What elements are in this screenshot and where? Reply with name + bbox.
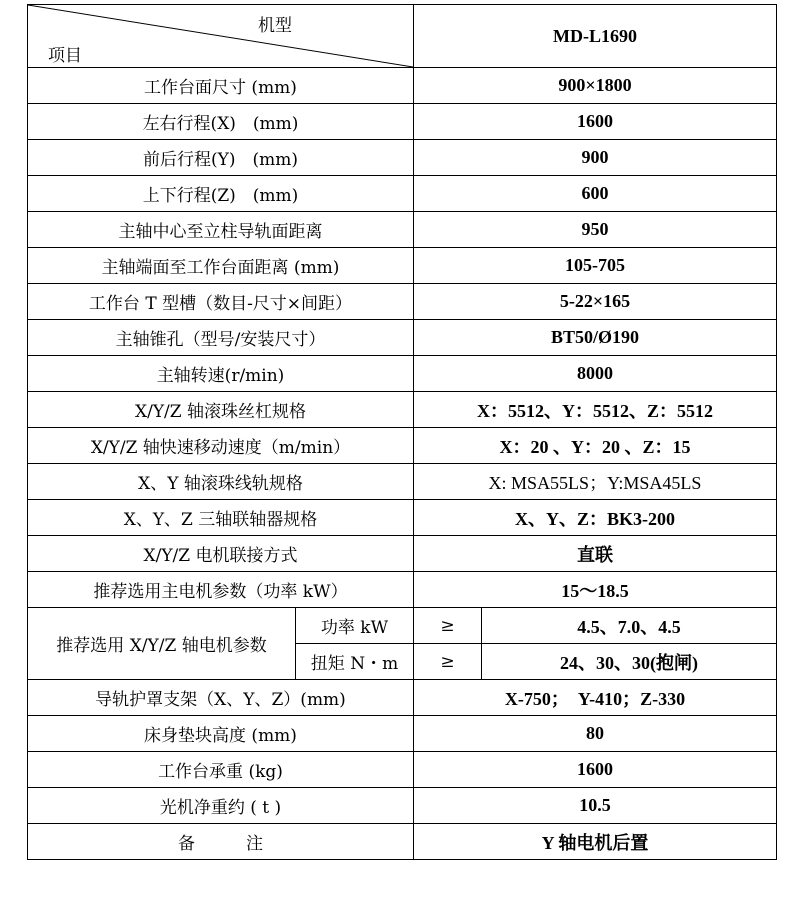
table-row xyxy=(28,392,777,428)
table-row xyxy=(28,248,777,284)
item-label: 项目 xyxy=(48,46,82,66)
row-label: 床身垫块高度 (mm) xyxy=(28,716,414,752)
row-value: X：5512、Y：5512、Z：5512 xyxy=(414,392,777,428)
row-label: 推荐选用主电机参数（功率 kW） xyxy=(28,572,414,608)
row-value: 950 xyxy=(414,212,777,248)
row-value: 15～18.5 xyxy=(414,572,777,608)
spec-table-body xyxy=(28,5,777,860)
table-row xyxy=(28,752,777,788)
model-label: 机型 xyxy=(258,16,292,36)
row-label: 左右行程(X) (mm) xyxy=(28,104,414,140)
row-label: 主轴转速(r/min) xyxy=(28,356,414,392)
row-label: 备 注 xyxy=(28,824,414,860)
table-row xyxy=(28,320,777,356)
table-row xyxy=(28,464,777,500)
motor-sub-op: ≥ xyxy=(414,608,482,644)
row-value: 80 xyxy=(414,716,777,752)
row-label: X、Y、Z 三轴联轴器规格 xyxy=(28,500,414,536)
row-value: 105-705 xyxy=(414,248,777,284)
table-row xyxy=(28,176,777,212)
spec-table xyxy=(27,4,777,860)
row-label: X/Y/Z 电机联接方式 xyxy=(28,536,414,572)
row-value: 8000 xyxy=(414,356,777,392)
row-value: 10.5 xyxy=(414,788,777,824)
row-value: 直联 xyxy=(414,536,777,572)
model-value: MD-L1690 xyxy=(414,5,777,68)
row-value: X-750； Y-410；Z-330 xyxy=(414,680,777,716)
row-value: 1600 xyxy=(414,104,777,140)
table-row xyxy=(28,500,777,536)
row-value: Y 轴电机后置 xyxy=(414,824,777,860)
table-row xyxy=(28,104,777,140)
row-label: 上下行程(Z) (mm) xyxy=(28,176,414,212)
row-label: 主轴锥孔（型号/安装尺寸） xyxy=(28,320,414,356)
motor-sub-value: 24、30、30(抱闸) xyxy=(482,644,777,680)
row-label: X/Y/Z 轴滚珠丝杠规格 xyxy=(28,392,414,428)
row-label: X/Y/Z 轴快速移动速度（m/min） xyxy=(28,428,414,464)
motor-sub-op: ≥ xyxy=(414,644,482,680)
row-label: X、Y 轴滚珠线轨规格 xyxy=(28,464,414,500)
row-value: 900×1800 xyxy=(414,68,777,104)
row-label: 前后行程(Y) (mm) xyxy=(28,140,414,176)
row-value: 5-22×165 xyxy=(414,284,777,320)
table-row xyxy=(28,788,777,824)
motor-sub-name: 功率 kW xyxy=(296,608,414,644)
table-row xyxy=(28,140,777,176)
motor-sub-name: 扭矩 N・m xyxy=(296,644,414,680)
row-label: 工作台面尺寸 (mm) xyxy=(28,68,414,104)
motor-sub-value: 4.5、7.0、4.5 xyxy=(482,608,777,644)
row-label: 主轴中心至立柱导轨面距离 xyxy=(28,212,414,248)
row-value: 600 xyxy=(414,176,777,212)
table-row xyxy=(28,824,777,860)
row-value: BT50/Ø190 xyxy=(414,320,777,356)
motor-label: 推荐选用 X/Y/Z 轴电机参数 xyxy=(28,608,296,680)
header-row xyxy=(28,5,777,68)
table-row xyxy=(28,356,777,392)
table-row xyxy=(28,680,777,716)
table-row xyxy=(28,428,777,464)
table-row xyxy=(28,572,777,608)
header-diagonal-cell xyxy=(28,5,414,68)
row-label: 光机净重约 ( t ) xyxy=(28,788,414,824)
table-row xyxy=(28,716,777,752)
row-value: X、Y、Z：BK3-200 xyxy=(414,500,777,536)
table-row xyxy=(28,284,777,320)
table-row xyxy=(28,536,777,572)
row-value: X：20 、Y：20 、Z：15 xyxy=(414,428,777,464)
row-label: 工作台 T 型槽（数目-尺寸×间距） xyxy=(28,284,414,320)
motor-row xyxy=(28,608,777,644)
row-label: 主轴端面至工作台面距离 (mm) xyxy=(28,248,414,284)
table-row xyxy=(28,68,777,104)
row-label: 工作台承重 (kg) xyxy=(28,752,414,788)
row-value: 900 xyxy=(414,140,777,176)
row-value: 1600 xyxy=(414,752,777,788)
table-row xyxy=(28,212,777,248)
diagonal-line xyxy=(28,5,413,67)
row-value: X: MSA55LS；Y:MSA45LS xyxy=(414,464,777,500)
row-label: 导轨护罩支架（X、Y、Z）(mm) xyxy=(28,680,414,716)
